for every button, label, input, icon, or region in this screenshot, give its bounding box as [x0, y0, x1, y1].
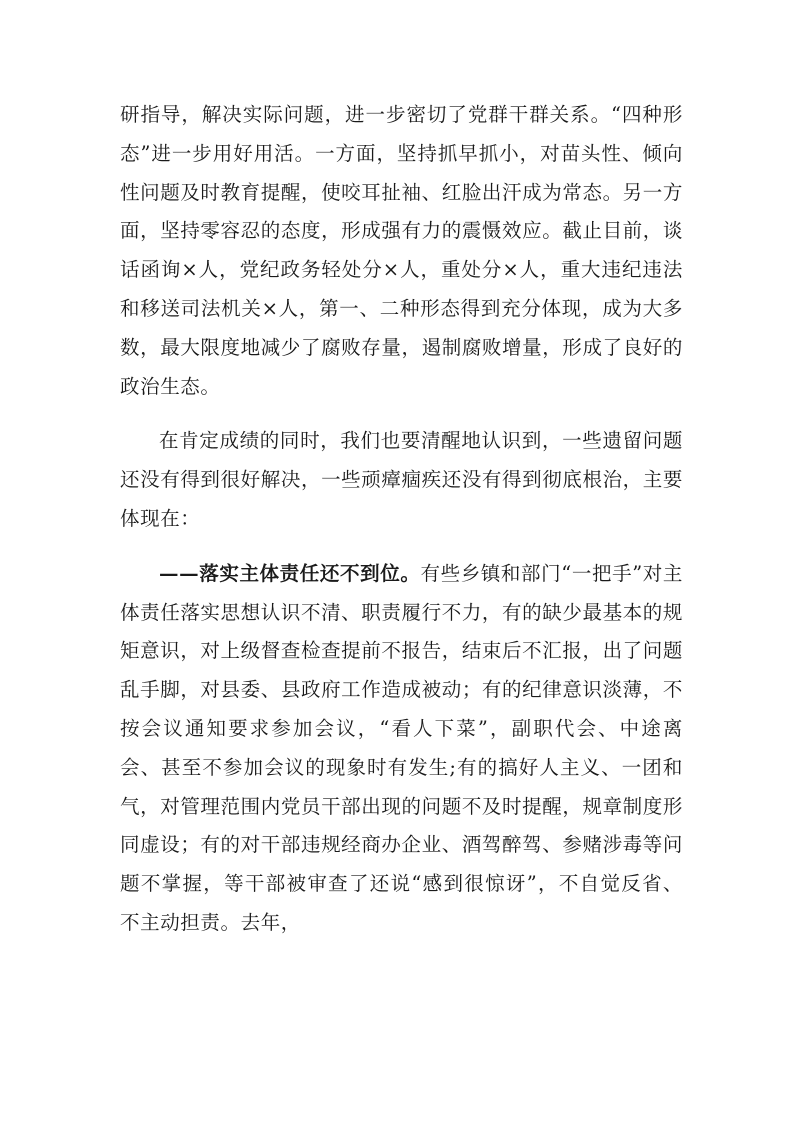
paragraph-heading: ——落实主体责任还不到位。	[159, 561, 421, 585]
paragraph-continued: 研指导，解决实际问题，进一步密切了党群干群关系。“四种形态”进一步用好用活。一方面，坚持抓早抓小，对苗头性、倾向性问题及时教育提醒，使咬耳扯袖、红脸出汗成为常态。另一方面，坚持零容忍的态度，形成强有力的震慑效应。截止目前，谈话函询×人，党纪政务轻处分×人，重处分×人，重大违纪违法和移送司法机关×人，第一、二种形态得到充分体现，成为大多数，最大限度地减少了腐败存量，遏制腐败增量，形成了良好的政治生态。	[120, 103, 683, 398]
document-body	[120, 96, 683, 943]
paragraph-achievements-problems: 在肯定成绩的同时，我们也要清醒地认识到，一些遗留问题还没有得到很好解决，一些顽瘴痼疾还没有得到彻底根治，主要体现在：	[120, 429, 683, 530]
paragraph-body-text: 有些乡镇和部门“一把手”对主体责任落实思想认识不清、职责履行不力，有的缺少最基本的规矩意识，对上级督查检查提前不报告，结束后不汇报，出了问题乱手脚，对县委、县政府工作造成被动；有的纪律意识淡薄，不按会议通知要求参加会议，“看人下菜”，副职代会、中途离会、甚至不参加会议的现象时有发生;有的搞好人主义、一团和气，对管理范围内党员干部出现的问题不及时提醒，规章制度形同虚设；有的对干部违规经商办企业、酒驾醉驾、参赌涉毒等问题不掌握，等干部被审查了还说“感到很惊讶”，不自觉反省、不主动担责。去年，	[120, 561, 683, 934]
paragraph-main-responsibility	[120, 555, 683, 943]
